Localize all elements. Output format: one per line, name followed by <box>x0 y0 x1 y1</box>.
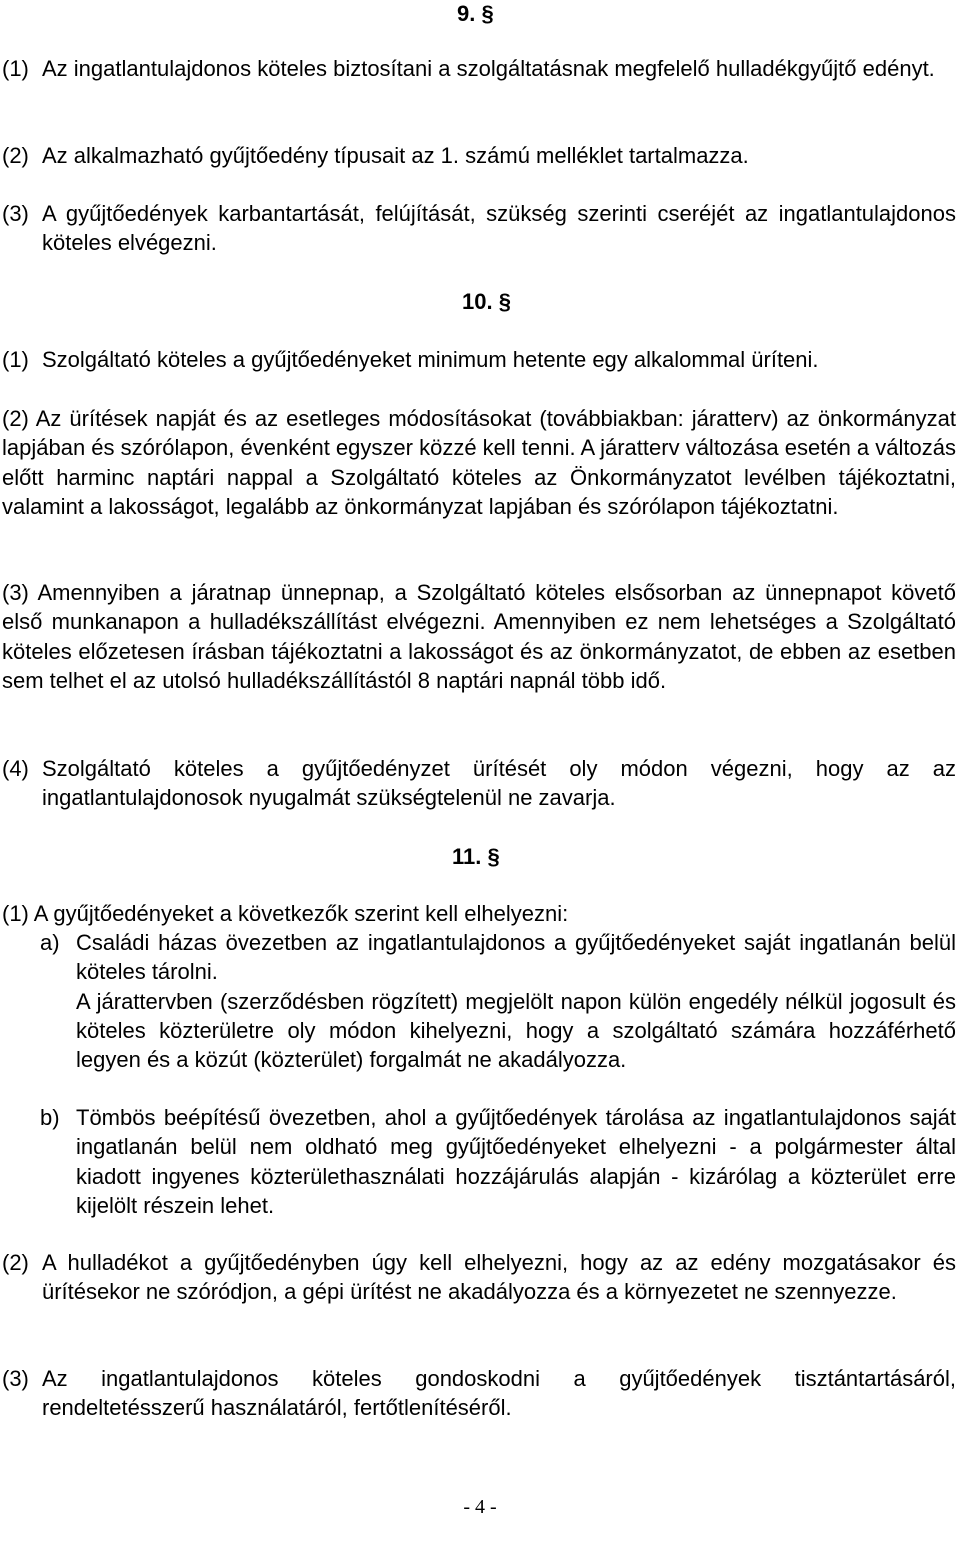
paragraph-11-1 <box>2 899 956 928</box>
paragraph-text: Amennyiben a járatnap ünnepnap, a Szolgáltató köteles elsősorban az ünnepnapot követő első munkanapon a hulladékszállítást elvégezni. Amennyiben ez nem lehetséges a Szolgáltató köteles előzetesen írásban tájékoztatni a lakosságot és az önkormányzatot, de ebben az esetben sem telhet el az utolsó hulladékszállítástól 8 naptári napnál több idő. <box>2 580 957 693</box>
paragraph-number: (3) <box>2 201 29 226</box>
list-item-b <box>40 1103 956 1220</box>
paragraph-10-3 <box>2 578 956 695</box>
paragraph-number: (4) <box>2 756 29 781</box>
list-item-letter: a) <box>40 930 60 955</box>
list-item-text-continued: A járattervben (szerződésben rögzített) megjelölt napon külön engedély nélkül jogosult és köteles közterületre oly módon kihelyezni, hogy a szolgáltató számára hozzáférhető legyen és a közút (közterület) forgalmát ne akadályozza. <box>76 988 956 1073</box>
paragraph-11-3 <box>2 1364 956 1423</box>
paragraph-number: (2) <box>2 143 29 168</box>
paragraph-9-1 <box>2 54 956 83</box>
paragraph-number: (1) <box>2 901 29 926</box>
list-item-text: Családi házas övezetben az ingatlantulajdonos a gyűjtőedényeket saját ingatlanán belül köteles tárolni. <box>76 930 956 985</box>
paragraph-10-4 <box>2 754 956 813</box>
paragraph-text: A hulladékot a gyűjtőedényben úgy kell elhelyezni, hogy az az edény mozgatásakor és ürítésekor ne szóródjon, a gépi ürítést ne akadályozza és a környezetet ne szennyezze. <box>42 1250 956 1305</box>
paragraph-text: Szolgáltató köteles a gyűjtőedényzet ürítését oly módon végezni, hogy az az ingatlantulajdonosok nyugalmát szükségtelenül ne zavarja. <box>42 756 956 811</box>
section-heading-10: 10. § <box>462 289 511 314</box>
paragraph-text: Az alkalmazható gyűjtőedény típusait az 1. számú melléklet tartalmazza. <box>42 143 749 168</box>
list-item-a <box>40 928 956 1074</box>
paragraph-number: (1) <box>2 56 29 81</box>
paragraph-text: Az ingatlantulajdonos köteles biztosítani a szolgáltatásnak megfelelő hulladékgyűjtő edényt. <box>42 56 935 81</box>
paragraph-11-2 <box>2 1248 956 1307</box>
paragraph-number: (2) <box>2 1250 29 1275</box>
list-item-letter: b) <box>40 1105 60 1130</box>
section-heading-9: 9. § <box>457 1 494 26</box>
paragraph-text: Az ingatlantulajdonos köteles gondoskodni a gyűjtőedények tisztántartásáról, rendeltetésszerű használatáról, fertőtlenítéséről. <box>42 1366 956 1421</box>
paragraph-text: A gyűjtőedényeket a következők szerint kell elhelyezni: <box>33 901 569 926</box>
paragraph-10-1 <box>2 345 956 374</box>
page-number: - 4 - <box>463 1496 497 1518</box>
paragraph-text: A gyűjtőedények karbantartását, felújítását, szükség szerinti cseréjét az ingatlantulajdonos köteles elvégezni. <box>42 201 956 256</box>
list-item-text: Tömbös beépítésű övezetben, ahol a gyűjtőedények tárolása az ingatlantulajdonos saját ingatlanán belül nem oldható meg gyűjtőedényeket elhelyezni - a polgármester által kiadott ingyenes közterülethasználati hozzájárulás alapján - kizárólag a közterület erre kijelölt részein lehet. <box>76 1105 956 1218</box>
paragraph-9-3 <box>2 199 956 258</box>
paragraph-number: (3) <box>2 580 29 605</box>
paragraph-number: (1) <box>2 347 29 372</box>
paragraph-number: (3) <box>2 1366 29 1391</box>
section-heading-11: 11. § <box>452 844 500 869</box>
paragraph-number: (2) <box>2 406 29 431</box>
paragraph-text: Szolgáltató köteles a gyűjtőedényeket minimum hetente egy alkalommal üríteni. <box>42 347 819 372</box>
paragraph-10-2 <box>2 404 956 521</box>
paragraph-9-2 <box>2 141 956 170</box>
paragraph-text: Az ürítések napját és az esetleges módosításokat (továbbiakban: járatterv) az önkormányzat lapjában és szórólapon, évenként egyszer közzé kell tenni. A járatterv változása esetén a változás előtt harminc naptári nappal a Szolgáltató köteles az Önkormányzatot levélben tájékoztatni, valamint a lakosságot, legalább az önkormányzat lapjában és szórólapon tájékoztatni. <box>2 406 956 519</box>
